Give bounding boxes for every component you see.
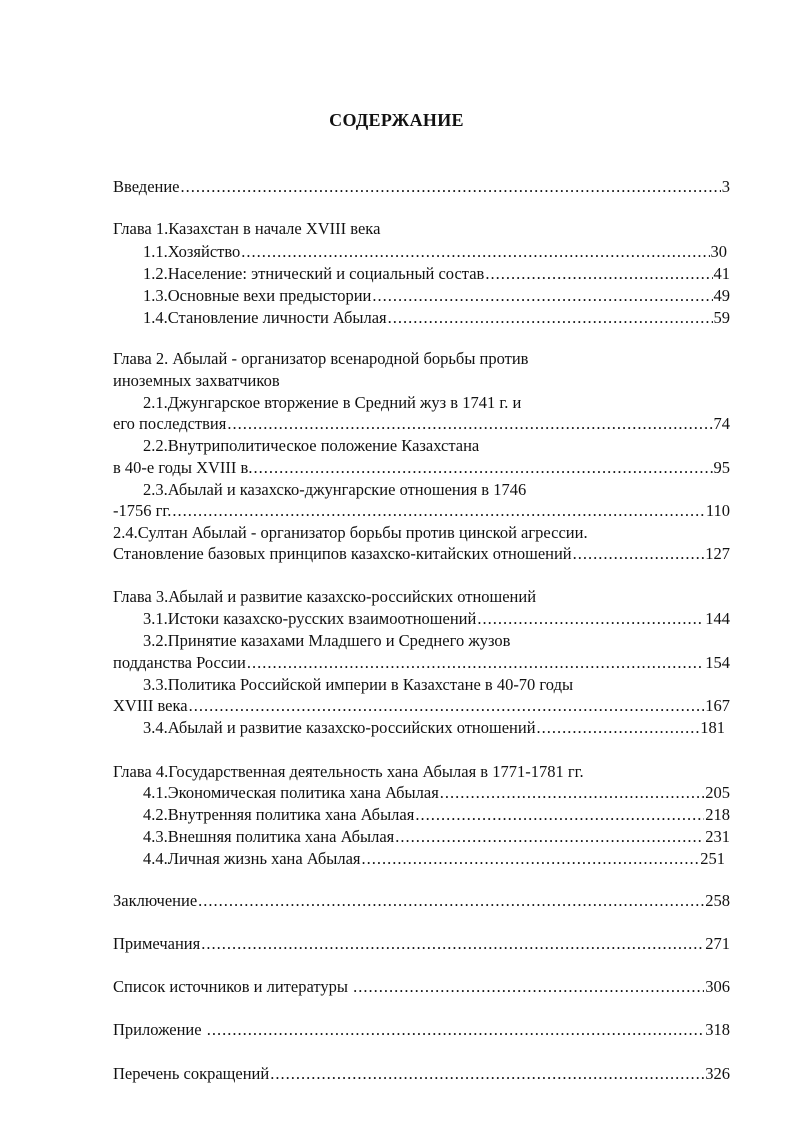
toc-entry-conclusion[interactable] (113, 890, 730, 912)
toc-entry-label: 1.4.Становление личности Абылая (143, 308, 387, 327)
toc-entry-label: Примечания (113, 934, 201, 953)
toc-page-number: 59 (713, 308, 730, 327)
toc-entry-notes[interactable] (113, 933, 730, 955)
toc-page-number: 167 (705, 696, 730, 715)
dot-leader (253, 457, 712, 479)
toc-entry-1-1[interactable] (143, 241, 727, 263)
page-title: СОДЕРЖАНИЕ (329, 110, 464, 130)
toc-entry-label: 1.3.Основные вехи предыстории (143, 286, 372, 305)
dot-leader (537, 717, 700, 739)
toc-entry-label: Становление базовых принципов казахско-китайских отношений (113, 544, 572, 563)
toc-entry-2-1[interactable] (113, 413, 730, 435)
toc-page-number: 41 (713, 264, 730, 283)
toc-entry-2-4-line1: 2.4.Султан Абылай - организатор борьбы против цинской агрессии. (113, 523, 588, 542)
dot-leader (372, 285, 712, 307)
toc-entry-4-3[interactable] (143, 826, 730, 848)
toc-entry-2-1-line1: 2.1.Джунгарское вторжение в Средний жуз в 1741 г. и (143, 393, 522, 412)
toc-entry-label: в 40-е годы XVIII в. (113, 458, 253, 477)
toc-page-number: 30 (710, 242, 727, 261)
dot-leader (362, 848, 700, 870)
toc-entry-abbreviations[interactable] (113, 1063, 730, 1085)
toc-entry-2-3[interactable] (113, 500, 730, 522)
toc-page-number: 110 (705, 501, 730, 520)
toc-entry-3-3-line1: 3.3.Политика Российской империи в Казахстане в 40-70 годы (143, 675, 574, 694)
toc-entry-sources[interactable] (113, 976, 730, 998)
dot-leader (270, 1063, 704, 1085)
toc-page-number: 181 (700, 718, 725, 737)
dot-leader (172, 500, 704, 522)
toc-entry-4-4[interactable] (143, 848, 725, 870)
toc-page-number: 74 (713, 414, 730, 433)
toc-entry-label: 1.2.Население: этнический и социальный состав (143, 264, 485, 283)
toc-entry-3-3[interactable] (113, 695, 730, 717)
toc-page-number: 326 (705, 1064, 730, 1083)
dot-leader (201, 933, 704, 955)
toc-entry-2-2-line1: 2.2.Внутриполитическое положение Казахстана (143, 436, 480, 455)
dot-leader (477, 608, 704, 630)
toc-page-number: 154 (705, 653, 730, 672)
toc-entry-label: Список источников и литературы (113, 977, 353, 996)
dot-leader (485, 263, 712, 285)
toc-entry-4-2[interactable] (143, 804, 730, 826)
dot-leader (395, 826, 704, 848)
toc-page-number: 205 (705, 783, 730, 802)
toc-page-number: 251 (700, 849, 725, 868)
toc-entry-label: -1756 гг. (113, 501, 172, 520)
toc-entry-label: Введение (113, 177, 180, 196)
toc-entry-label: 4.4.Личная жизнь хана Абылая (143, 849, 361, 868)
toc-entry-2-2[interactable] (113, 457, 730, 479)
toc-entry-label: 1.1.Хозяйство (143, 242, 241, 261)
toc-page-number: 218 (705, 805, 730, 824)
dot-leader (388, 307, 713, 329)
toc-entry-2-4[interactable] (113, 543, 730, 565)
toc-entry-label: 4.1.Экономическая политика хана Абылая (143, 783, 439, 802)
toc-entry-label: 3.4.Абылай и развитие казахско-российских отношений (143, 718, 536, 737)
toc-page-number: 49 (713, 286, 730, 305)
toc-page-number: 271 (705, 934, 730, 953)
dot-leader (415, 804, 704, 826)
dot-leader (353, 976, 704, 998)
toc-page-number: 231 (705, 827, 730, 846)
toc-page-number: 258 (705, 891, 730, 910)
chapter-3-heading: Глава 3.Абылай и развитие казахско-российских отношений (113, 587, 537, 606)
toc-page-number: 95 (713, 458, 730, 477)
toc-entry-label: 4.3.Внешняя политика хана Абылая (143, 827, 395, 846)
toc-entry-3-1[interactable] (143, 608, 730, 630)
dot-leader (247, 652, 704, 674)
dot-leader (207, 1019, 705, 1041)
toc-entry-2-3-line1: 2.3.Абылай и казахско-джунгарские отношения в 1746 (143, 480, 527, 499)
toc-entry-3-2[interactable] (113, 652, 730, 674)
toc-entry-label: Перечень сокращений (113, 1064, 270, 1083)
toc-page-number: 127 (705, 544, 730, 563)
toc-entry-label: Заключение (113, 891, 198, 910)
toc-entry-label: XVIII века (113, 696, 188, 715)
toc-entry-3-4[interactable] (143, 717, 725, 739)
toc-page-number: 318 (705, 1020, 730, 1039)
toc-entry-label: подданства России (113, 653, 246, 672)
dot-leader (198, 890, 704, 912)
dot-leader (189, 695, 705, 717)
toc-entry-label: его последствия (113, 414, 227, 433)
toc-page-number: 3 (721, 177, 730, 196)
chapter-1-heading: Глава 1.Казахстан в начале XVIII века (113, 219, 381, 238)
toc-entry-label: 4.2.Внутренняя политика хана Абылая (143, 805, 415, 824)
toc-page-number: 144 (705, 609, 730, 628)
toc-entry-appendix[interactable] (113, 1019, 730, 1041)
toc-entry-1-3[interactable] (143, 285, 730, 307)
dot-leader (573, 543, 705, 565)
toc-entry-4-1[interactable] (143, 782, 730, 804)
dot-leader (227, 413, 712, 435)
dot-leader (241, 241, 709, 263)
toc-page-number: 306 (705, 977, 730, 996)
dot-leader (440, 782, 704, 804)
toc-entry-1-4[interactable] (143, 307, 730, 329)
toc-entry-3-2-line1: 3.2.Принятие казахами Младшего и Среднего жузов (143, 631, 511, 650)
toc-entry-1-2[interactable] (143, 263, 730, 285)
chapter-2-heading: Глава 2. Абылай - организатор всенародной борьбы против (113, 349, 529, 368)
toc-entry-intro[interactable] (113, 176, 730, 198)
dot-leader (181, 176, 721, 198)
chapter-2-heading-cont: иноземных захватчиков (113, 371, 280, 390)
toc-entry-label: 3.1.Истоки казахско-русских взаимоотношений (143, 609, 477, 628)
toc-entry-label: Приложение (113, 1020, 206, 1039)
chapter-4-heading: Глава 4.Государственная деятельность хана Абылая в 1771-1781 гг. (113, 762, 584, 781)
